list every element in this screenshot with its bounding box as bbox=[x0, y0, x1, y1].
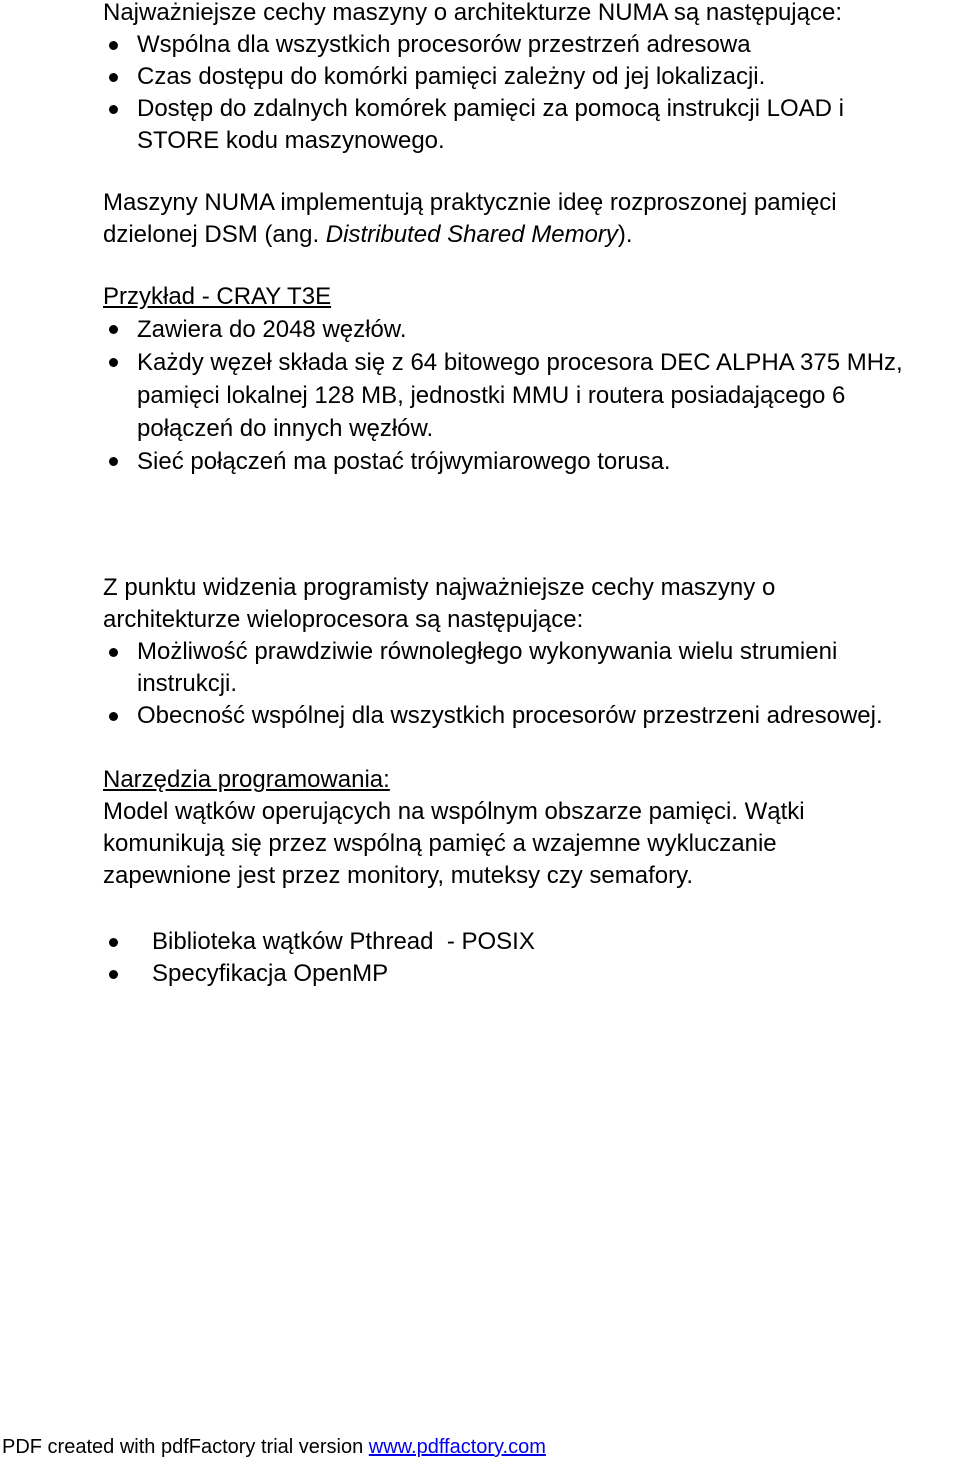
pdf-footer bbox=[2, 1434, 546, 1460]
document-content bbox=[103, 0, 953, 990]
example-list bbox=[103, 313, 903, 478]
tools-heading: Narzędzia programowania: bbox=[103, 766, 390, 793]
list-item: Możliwość prawdziwie równoległego wykonywania wielu strumieni instrukcji. bbox=[103, 636, 927, 700]
list-item: Zawiera do 2048 węzłów. bbox=[103, 313, 903, 346]
footer-text: PDF created with pdfFactory trial version bbox=[2, 1436, 369, 1458]
dsm-end: ). bbox=[617, 221, 633, 248]
list-item: Sieć połączeń ma postać trójwymiarowego torusa. bbox=[103, 445, 903, 478]
list-item: Specyfikacja OpenMP bbox=[103, 958, 953, 990]
tools-list bbox=[103, 926, 953, 990]
dsm-italic-term: Distributed Shared Memory bbox=[325, 221, 618, 248]
numa-intro: Najważniejsze cechy maszyny o architekturze NUMA są następujące: bbox=[103, 0, 842, 26]
list-item: Obecność wspólnej dla wszystkich procesorów przestrzeni adresowej. bbox=[103, 700, 960, 732]
tools-paragraph: Model wątków operujących na wspólnym obszarze pamięci. Wątki komunikują się przez wspólną pamięć a wzajemne wykluczanie zapewnione jest przez monitory, muteksy czy semafory. bbox=[103, 798, 805, 889]
dsm-paragraph bbox=[103, 187, 933, 251]
list-item: Każdy węzeł składa się z 64 bitowego procesora DEC ALPHA 375 MHz, pamięci lokalnej 128 MB, jednostki MMU i routera posiadającego 6 połączeń do innych węzłów. bbox=[103, 346, 903, 445]
list-item: Czas dostępu do komórki pamięci zależny od jej lokalizacji. bbox=[103, 61, 953, 93]
list-item: Wspólna dla wszystkich procesorów przestrzeń adresowa bbox=[103, 29, 953, 61]
programmer-list bbox=[103, 636, 960, 732]
list-item: Biblioteka wątków Pthread - POSIX bbox=[103, 926, 953, 958]
example-heading: Przykład - CRAY T3E bbox=[103, 283, 332, 310]
numa-feature-list bbox=[103, 29, 953, 157]
footer-link[interactable]: www.pdffactory.com bbox=[368, 1436, 546, 1458]
programmer-intro: Z punktu widzenia programisty najważniejsze cechy maszyny o architekturze wieloprocesora są następujące: bbox=[103, 574, 776, 633]
list-item: Dostęp do zdalnych komórek pamięci za pomocą instrukcji LOAD i STORE kodu maszynowego. bbox=[103, 93, 917, 157]
dsm-text: Maszyny NUMA implementują praktycznie ideę rozproszonej pamięci dzielonej DSM (ang. bbox=[103, 189, 837, 248]
